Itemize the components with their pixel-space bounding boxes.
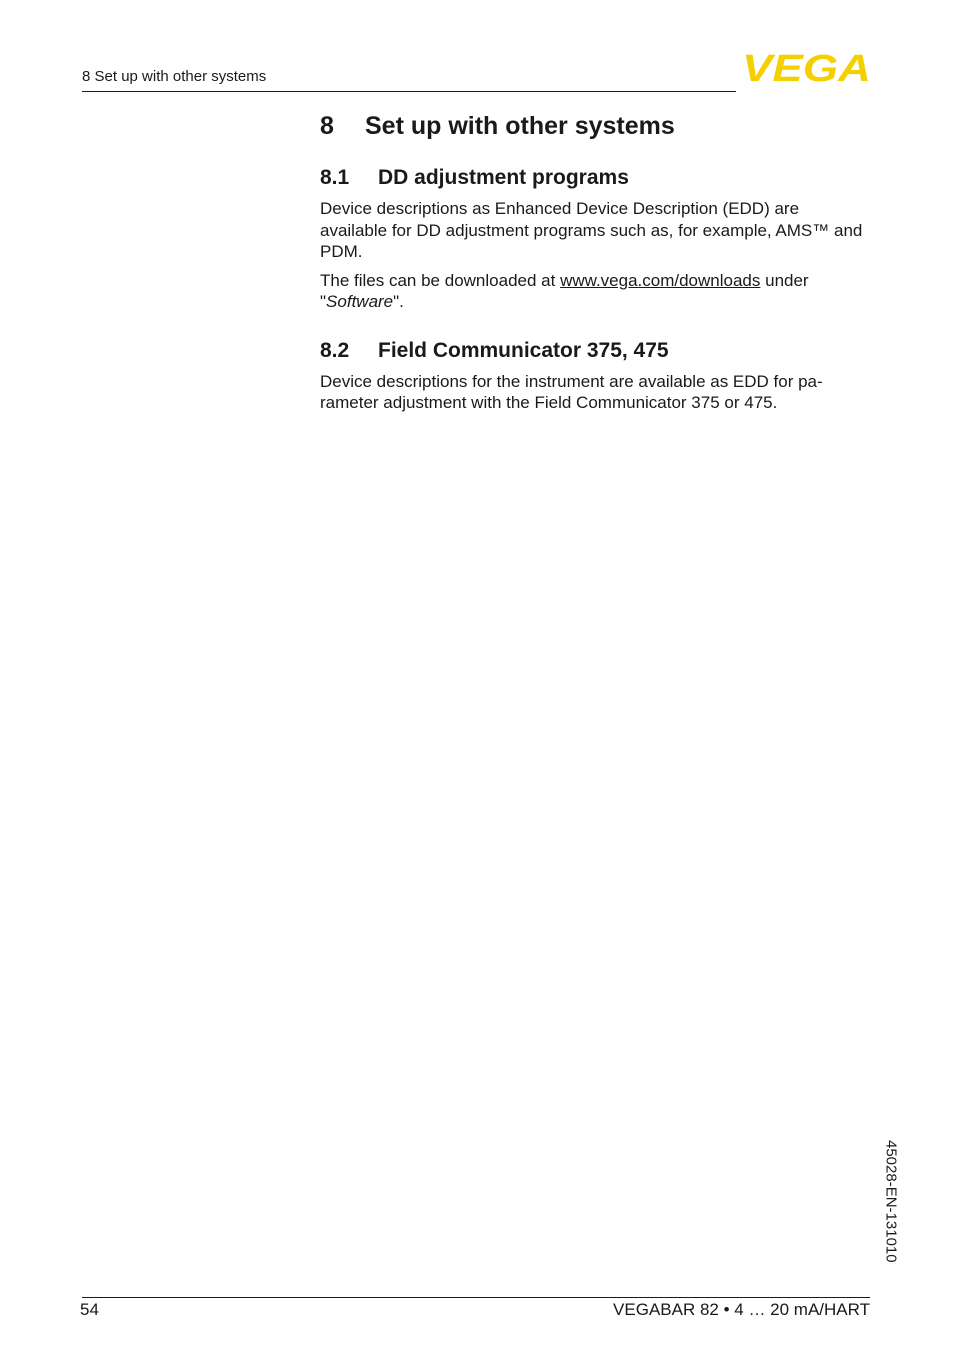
vega-logo-text: VEGA xyxy=(742,52,871,83)
section-title: Field Communicator 375, 475 xyxy=(378,338,669,362)
document-code-text: 45028-EN-131010 xyxy=(882,1140,900,1263)
paragraph-text: The files can be downloaded at xyxy=(320,270,561,290)
page-number: 54 xyxy=(80,1300,99,1319)
section-title: DD adjustment programs xyxy=(378,166,629,189)
section-number: 8.1 xyxy=(320,166,350,189)
section-number: 8.2 xyxy=(320,338,350,362)
paragraph-text: ". xyxy=(393,292,404,311)
header-divider xyxy=(82,91,736,92)
section-8-1-paragraph-2 xyxy=(320,270,870,313)
section-heading-8-2 xyxy=(320,337,870,365)
footer-document-title: VEGABAR 82 • 4 … 20 mA/HART xyxy=(613,1300,870,1319)
downloads-link[interactable]: www.vega.com/downloads xyxy=(560,270,761,290)
section-8-2-paragraph-1: Device descriptions for the instrument are available as EDD for pa-rameter adjustment with the Field Communicator 375 or 475. xyxy=(320,371,823,412)
section-8-1-paragraph-1: Device descriptions as Enhanced Device Description (EDD) are available for DD adjustment programs such as, for example, AMS™ and PDM. xyxy=(320,199,863,261)
chapter-number: 8 xyxy=(320,112,334,140)
vega-logo xyxy=(741,52,872,83)
chapter-title: Set up with other systems xyxy=(365,112,675,140)
paragraph-text: under " xyxy=(320,270,809,311)
software-emphasis: Software xyxy=(326,292,394,311)
footer-divider xyxy=(82,1297,870,1298)
chapter-heading xyxy=(320,108,870,144)
section-heading-8-1 xyxy=(320,164,870,192)
document-code xyxy=(878,1140,904,1290)
running-header: 8 Set up with other systems xyxy=(82,68,267,85)
main-content xyxy=(320,108,870,421)
